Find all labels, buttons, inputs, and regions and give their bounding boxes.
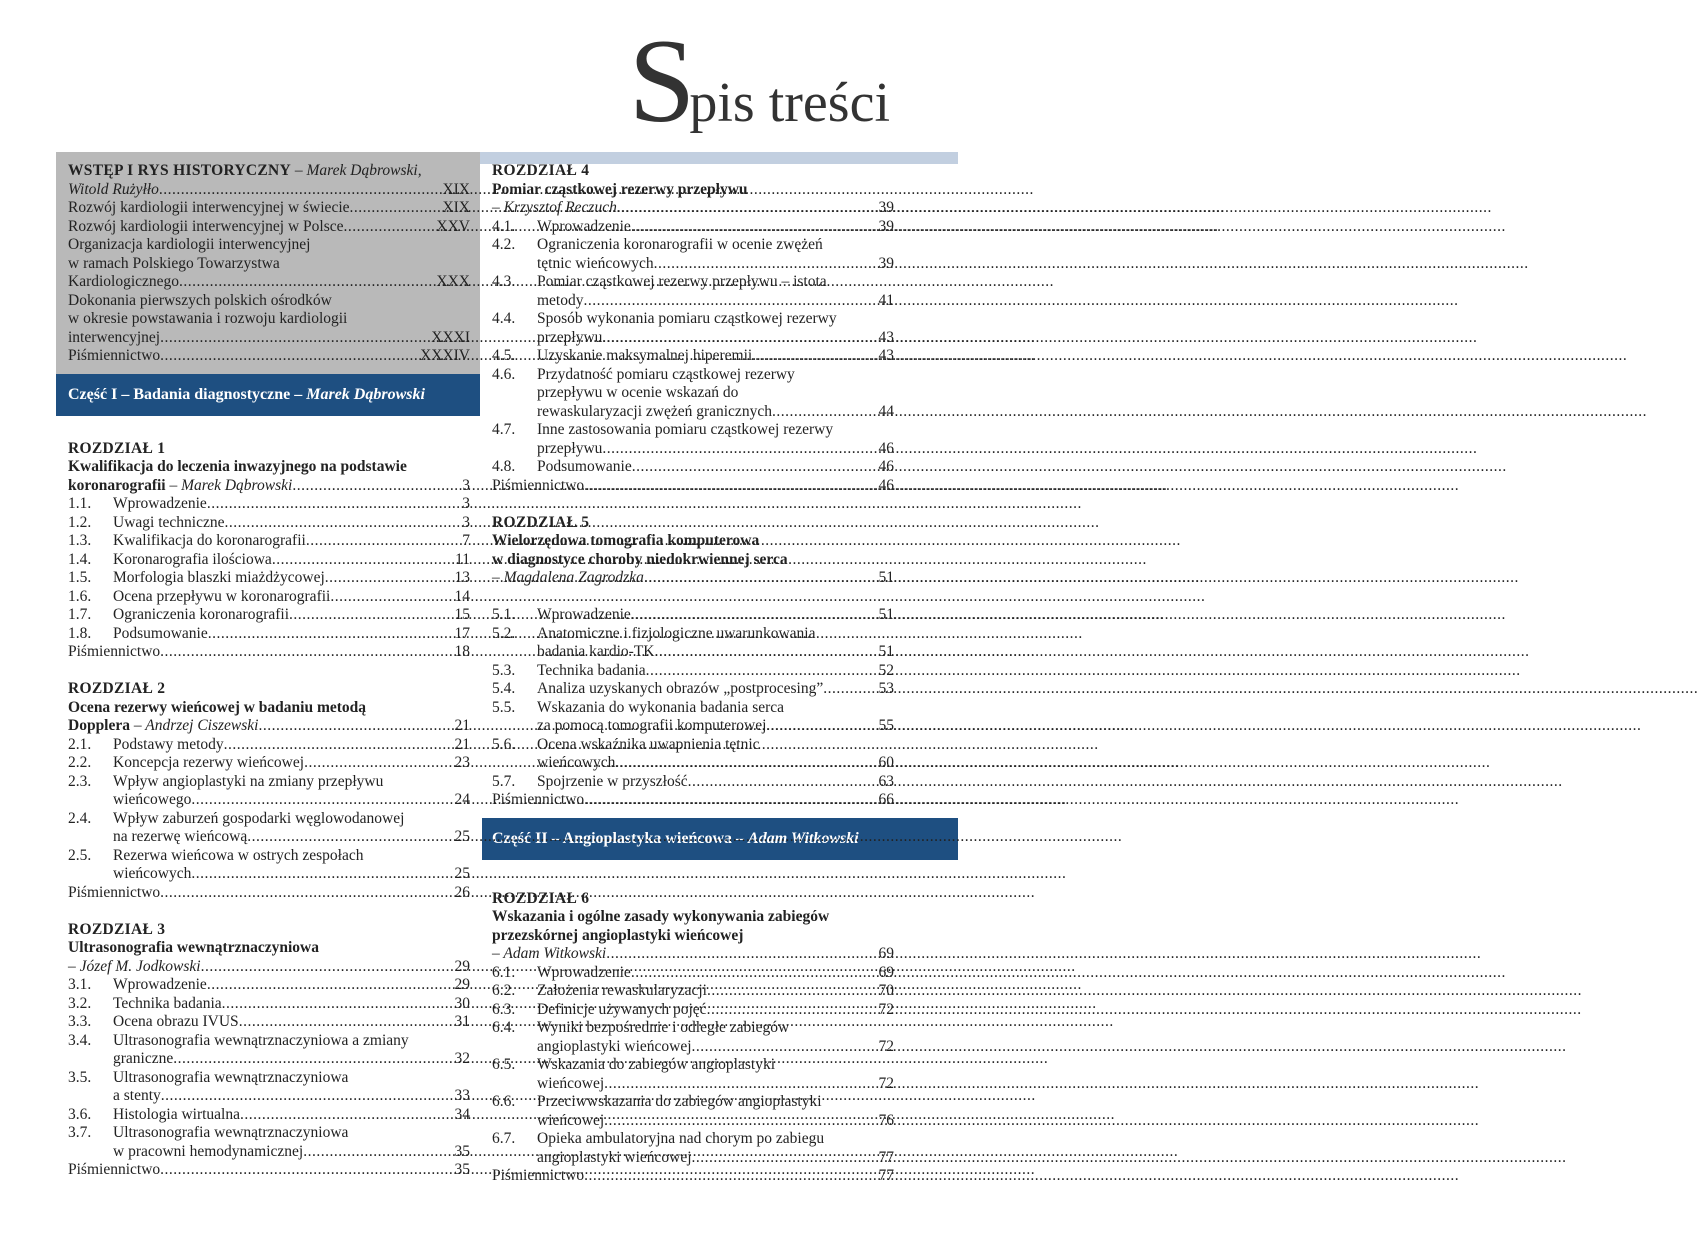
toc-entry[interactable] [68, 181, 470, 200]
toc-left-column: WSTĘP I RYS HISTORYCZNY – Marek Dąbrowski, Witold Rużyłło ..... XIX Rozwój kardiologii interwencyjnej w świecie ..... XIX Rozwój kardiologii interwencyjnej w Polsce ..... XXV Organizacja kardiologii interwencyjnej w ramach Polskiego Towarzystwa Kardiologicznego ..... XXX Dokonania pierwszych polskich ośrodków w okresie powstawania i rozwoju kardiologii interwencyjnej ..... XXXI Piśmiennictwo ..... XXXIV ROZDZIAŁ 1 Kwalifikacja do leczenia inwazyjnego na podstawie koronarografii – Marek Dąbrowski ..... 3 1.1. Wprowadzenie ..... 3 1.2. Uwagi techniczne ..... 3 1.3. Kwalifikacja do koronarografii ..... 7 1.4. Koronarografia ilościowa ..... 11 1.5. Morfologia blaszki miażdżycowej ..... 13 1.6. Ocena przepływu w koronarografii ..... 14 1.7. Ograniczenia koronarografii ..... 15 1.8. Podsumowanie ..... 17 Piśmiennictwo ..... 18 ROZDZIAŁ 2 Ocena rezerwy wieńcowej w badaniu metodą Dopplera – Andrzej Ciszewski ..... 21 2.1. Podstawy metody ..... 21 2.2. Koncepcja rezerwy wieńcowej ..... 23 2.3. Wpływ angioplastyki na zmiany przepływu wieńcowego ..... 24 2.4. Wpływ zaburzeń gospodarki węglowodanowej na rezerwę wieńcową ..... 25 2.5. Rezerwa wieńcowa w ostrych zespołach wieńcowych ..... 25 Piśmiennictwo ..... 26 ROZDZIAŁ 3 Ultrasonografia wewnątrznaczyniowa – Józef M. Jodkowski ..... 29 3.1. Wprowadzenie ..... 29 3.2. Technika badania ..... 30 3.3. Ocena obrazu IVUS ..... 31 3.4. Ultrasonografia wewnątrznaczyniowa a zmiany graniczne ..... 32 3.5. Ultrasonografia wewnątrznaczyniowa a stenty ..... 33 3.6. Histologia wirtualna ..... 34 3.7. Ultrasonografia wewnątrznaczyniowa w pracowni hemodynamicznej ..... 35 Piśmiennictwo ..... 35 [68, 162, 470, 1180]
page-number: 21 [454, 717, 470, 734]
toc-entry[interactable]: 5.1. Wprowadzenie ..... 51 [492, 606, 894, 625]
toc-right-column: ROZDZIAŁ 4 Pomiar cząstkowej rezerwy przepływu – Krzysztof Reczuch ..... 39 4.1. Wprowadzenie ..... 39 4.2. Ograniczenia koronarografii w ocenie zwężeń tętnic wieńcowych ..... 39 4.3. Pomiar cząstkowej rezerwy przepływu – istota metody ..... 41 4.4. Sposób wykonania pomiaru cząstkowej rezerwy przepływu ..... 43 4.5. Uzyskanie maksymalnej hiperemii ..... 43 4.6. Przydatność pomiaru cząstkowej rezerwy przepływu w ocenie wskazań do rewaskularyzacji zwężeń granicznych ..... 44 4.7. Inne zastosowania pomiaru cząstkowej rezerwy przepływu ..... 46 4.8. Podsumowanie ..... 46 Piśmiennictwo ..... 46 ROZDZIAŁ 5 Wielorzędowa tomografia komputerowa w diagnostyce choroby niedokrwiennej serca – Magdalena Zagrodzka ..... 51 5.1. Wprowadzenie ..... 51 5.2. Anatomiczne i fizjologiczne uwarunkowania badania kardio-TK ..... 51 5.3. Technika badania ..... 52 5.4. Analiza uzyskanych obrazów „postprocesing” ..... 53 5.5. Wskazania do wykonania badania serca za pomocą tomografii komputerowej ..... 55 5.6. Ocena wskaźnika uwapnienia tętnic wieńcowych ..... 60 5.7. Spojrzenie w przyszłość ..... 63 Piśmiennictwo ..... 66 ROZDZIAŁ 6 Wskazania i ogólne zasady wykonywania zabiegów przezskórnej angioplastyki wieńcowej – Adam Witkowski ..... 69 6.1. Wprowadzenie ..... 69 6.2. Założenia rewaskularyzacji ..... 70 6.3. Definicje używanych pojęć ..... 72 6.4. Wyniki bezpośrednie i odległe zabiegów angioplastyki wieńcowej ..... 72 6.5. Wskazania do zabiegów angioplastyki wieńcowej ..... 72 6.6. Przeciwwskazania do zabiegów angioplastyki wieńcowej ..... 76 6.7. Opieka ambulatoryjna nad chorym po zabiegu angioplastyki wieńcowej ..... 77 Piśmiennictwo ..... 77 [492, 162, 894, 1186]
toc-entry[interactable]: 6.3. Definicje używanych pojęć ..... 72 [492, 1001, 894, 1020]
page-number: 15 [454, 606, 470, 623]
chapter-3-title: Ultrasonografia wewnątrznaczyniowa [68, 939, 319, 956]
toc-entry[interactable]: za pomocą tomografii komputerowej ..... 55 [492, 717, 894, 736]
toc-entry[interactable]: badania kardio-TK ..... 51 [492, 643, 894, 662]
toc-entry[interactable]: 4.1. Wprowadzenie ..... 39 [492, 218, 894, 237]
page-title-rest: pis treści [689, 72, 890, 135]
page-number: 3 [462, 495, 470, 512]
chapter-5-title: Wielorzędowa tomografia komputerowa [492, 532, 760, 549]
toc-entry-references[interactable]: Piśmiennictwo ..... 66 [492, 791, 894, 810]
chapter-1-title-cont: koronarografii [68, 476, 166, 494]
toc-entry-references[interactable]: Piśmiennictwo ..... 26 [68, 884, 470, 903]
toc-entry[interactable]: – Adam Witkowski ..... 69 [492, 945, 894, 964]
entry-label: interwencyjnej [68, 328, 161, 346]
page-number: XIX [442, 180, 470, 198]
toc-entry[interactable]: wieńcowych ..... 25 [68, 865, 470, 884]
toc-entry[interactable]: 2.1. Podstawy metody ..... 21 [68, 736, 470, 755]
page-title-initial: S [628, 14, 690, 148]
page-number: 17 [454, 624, 470, 642]
toc-entry[interactable]: Dopplera – Andrzej Ciszewski ..... 21 [68, 717, 470, 736]
toc-entry[interactable] [68, 477, 470, 496]
chapter-6-title: Wskazania i ogólne zasady wykonywania zabiegów [492, 908, 830, 925]
chapter-3-author: – Józef M. Jodkowski [68, 957, 201, 975]
toc-entry[interactable] [68, 273, 470, 292]
toc-entry[interactable] [68, 199, 470, 218]
toc-entry[interactable]: 1.3. Kwalifikacja do koronarografii ..... 7 [68, 532, 470, 551]
toc-entry[interactable]: 3.3. Ocena obrazu IVUS ..... 31 [68, 1013, 470, 1032]
chapter-6-author: – Adam Witkowski [492, 945, 607, 962]
page-number: XIX [442, 199, 470, 216]
page-number: XXX [436, 273, 470, 290]
toc-entry-references[interactable] [68, 347, 470, 366]
page-number: XXXI [431, 328, 470, 346]
toc-entry[interactable]: 1.1. Wprowadzenie ..... 3 [68, 495, 470, 514]
page-number: 14 [454, 587, 470, 605]
toc-entry[interactable]: 5.3. Technika badania ..... 52 [492, 662, 894, 681]
toc-entry[interactable]: angioplastyki wieńcowej ..... 77 [492, 1149, 894, 1168]
toc-entry[interactable]: 1.8. Podsumowanie ..... 17 [68, 625, 470, 644]
toc-entry[interactable]: 1.6. Ocena przepływu w koronarografii ..... 14 [68, 588, 470, 607]
entry-label: Kardiologicznego [68, 273, 180, 290]
toc-entry[interactable]: 1.5. Morfologia blaszki miażdżycowej ..... 13 [68, 569, 470, 588]
toc-entry[interactable]: 1.4. Koronarografia ilościowa ..... 11 [68, 551, 470, 570]
toc-entry[interactable]: 3.1. Wprowadzenie ..... 29 [68, 976, 470, 995]
toc-entry[interactable]: 4.8. Podsumowanie ..... 46 [492, 458, 894, 477]
intro-heading: WSTĘP I RYS HISTORYCZNY [68, 162, 292, 179]
page-number: 3 [462, 513, 470, 531]
toc-entry[interactable]: w pracowni hemodynamicznej ..... 35 [68, 1143, 470, 1162]
toc-entry[interactable]: 3.6. Histologia wirtualna ..... 34 [68, 1106, 470, 1125]
toc-entry[interactable]: na rezerwę wieńcową ..... 25 [68, 828, 470, 847]
entry-label: w okresie powstawania i rozwoju kardiologii [68, 310, 348, 327]
chapter-2-author: – Andrzej Ciszewski [133, 717, 259, 734]
chapter-3-heading: ROZDZIAŁ 3 [68, 920, 166, 938]
chapter-4-author: – Krzysztof Reczuch [492, 199, 617, 216]
toc-entry[interactable]: 1.7. Ograniczenia koronarografii ..... 15 [68, 606, 470, 625]
entry-label: Organizacja kardiologii interwencyjnej [68, 236, 311, 253]
chapter-5-author: – Magdalena Zagrodzka [492, 569, 644, 586]
entry-label: w ramach Polskiego Towarzystwa [68, 254, 280, 272]
toc-entry[interactable]: graniczne ..... 32 [68, 1050, 470, 1069]
page-number: 7 [462, 532, 470, 549]
toc-entry[interactable]: wieńcowych ..... 60 [492, 754, 894, 773]
chapter-2-heading: ROZDZIAŁ 2 [68, 680, 166, 697]
toc-entry[interactable] [68, 329, 470, 348]
toc-entry[interactable]: a stenty ..... 33 [68, 1087, 470, 1106]
entry-label: Rozwój kardiologii interwencyjnej w Polsce [68, 217, 344, 235]
chapter-5-heading: ROZDZIAŁ 5 [492, 513, 590, 531]
entry-label: Dokonania pierwszych polskich ośrodków [68, 291, 332, 309]
toc-entry[interactable]: 3.2. Technika badania ..... 30 [68, 995, 470, 1014]
page-number: XXV [436, 217, 470, 235]
intro-authors: Marek Dąbrowski, [306, 162, 422, 179]
entry-label: Rozwój kardiologii interwencyjnej w świecie [68, 199, 350, 216]
toc-entry-references[interactable]: Piśmiennictwo ..... 46 [492, 477, 894, 496]
chapter-4-title: Pomiar cząstkowej rezerwy przepływu [492, 180, 748, 198]
toc-entry-references[interactable]: Piśmiennictwo ..... 35 [68, 1161, 470, 1180]
entry-label: Piśmiennictwo [68, 347, 161, 364]
toc-entry[interactable]: przepływu ..... 43 [492, 329, 894, 348]
toc-entry-references[interactable]: Piśmiennictwo ..... 77 [492, 1167, 894, 1186]
part-2-label: Część II – Angioplastyka wieńcowa – [492, 830, 745, 847]
toc-entry[interactable]: angioplastyki wieńcowej ..... 72 [492, 1038, 894, 1057]
toc-entry[interactable]: 6.1. Wprowadzenie ..... 69 [492, 964, 894, 983]
toc-entry[interactable]: wieńcowego ..... 24 [68, 791, 470, 810]
chapter-1-title: Kwalifikacja do leczenia inwazyjnego na podstawie [68, 458, 407, 475]
toc-entry[interactable]: 5.7. Spojrzenie w przyszłość ..... 63 [492, 773, 894, 792]
chapter-1-heading: ROZDZIAŁ 1 [68, 439, 166, 457]
chapter-4-heading: ROZDZIAŁ 4 [492, 162, 590, 179]
page-title [628, 14, 890, 148]
chapter-6-heading: ROZDZIAŁ 6 [492, 889, 590, 907]
toc-entry[interactable]: wieńcowej ..... 72 [492, 1075, 894, 1094]
page-number: 13 [454, 569, 470, 586]
toc-entry[interactable]: – Krzysztof Reczuch ..... 39 [492, 199, 894, 218]
page-number: XXXIV [420, 347, 470, 364]
toc-entry[interactable]: 6.2. Założenia rewaskularyzacji ..... 70 [492, 982, 894, 1001]
toc-entry[interactable]: przepływu ..... 46 [492, 440, 894, 459]
part-1-label: Część I – Badania diagnostyczne – [68, 386, 303, 403]
chapter-2-title: Ocena rezerwy wieńcowej w badaniu metodą [68, 698, 367, 716]
page-number: 18 [454, 643, 470, 660]
toc-entry[interactable]: 2.2. Koncepcja rezerwy wieńcowej ..... 23 [68, 754, 470, 773]
part-1-author: Marek Dąbrowski [306, 386, 425, 403]
toc-entry[interactable]: rewaskularyzacji zwężeń granicznych ..... 44 [492, 403, 894, 422]
toc-entry[interactable]: 4.5. Uzyskanie maksymalnej hiperemii ..... 43 [492, 347, 894, 366]
toc-entry[interactable]: metody ..... 41 [492, 292, 894, 311]
chapter-1-author: – Marek Dąbrowski [169, 476, 293, 494]
page-number: 3 [462, 476, 470, 494]
toc-entry[interactable]: 1.2. Uwagi techniczne ..... 3 [68, 514, 470, 533]
intro-heading-line: WSTĘP I RYS HISTORYCZNY – Marek Dąbrowski, [68, 162, 422, 179]
intro-authors-cont: Witold Rużyłło [68, 180, 159, 198]
toc-entry[interactable]: tętnic wieńcowych ..... 39 [492, 255, 894, 274]
toc-entry[interactable] [68, 218, 470, 237]
toc-entry[interactable]: – Magdalena Zagrodzka ..... 51 [492, 569, 894, 588]
part-2-author: Adam Witkowski [748, 830, 859, 847]
toc-entry[interactable]: wieńcowej ..... 76 [492, 1112, 894, 1131]
toc-entry[interactable]: – Józef M. Jodkowski ..... 29 [68, 958, 470, 977]
toc-entry-references[interactable]: Piśmiennictwo ..... 18 [68, 643, 470, 662]
page-number: 11 [455, 550, 470, 568]
toc-entry[interactable]: 5.4. Analiza uzyskanych obrazów „postprocesing” ..... 53 [492, 680, 894, 699]
